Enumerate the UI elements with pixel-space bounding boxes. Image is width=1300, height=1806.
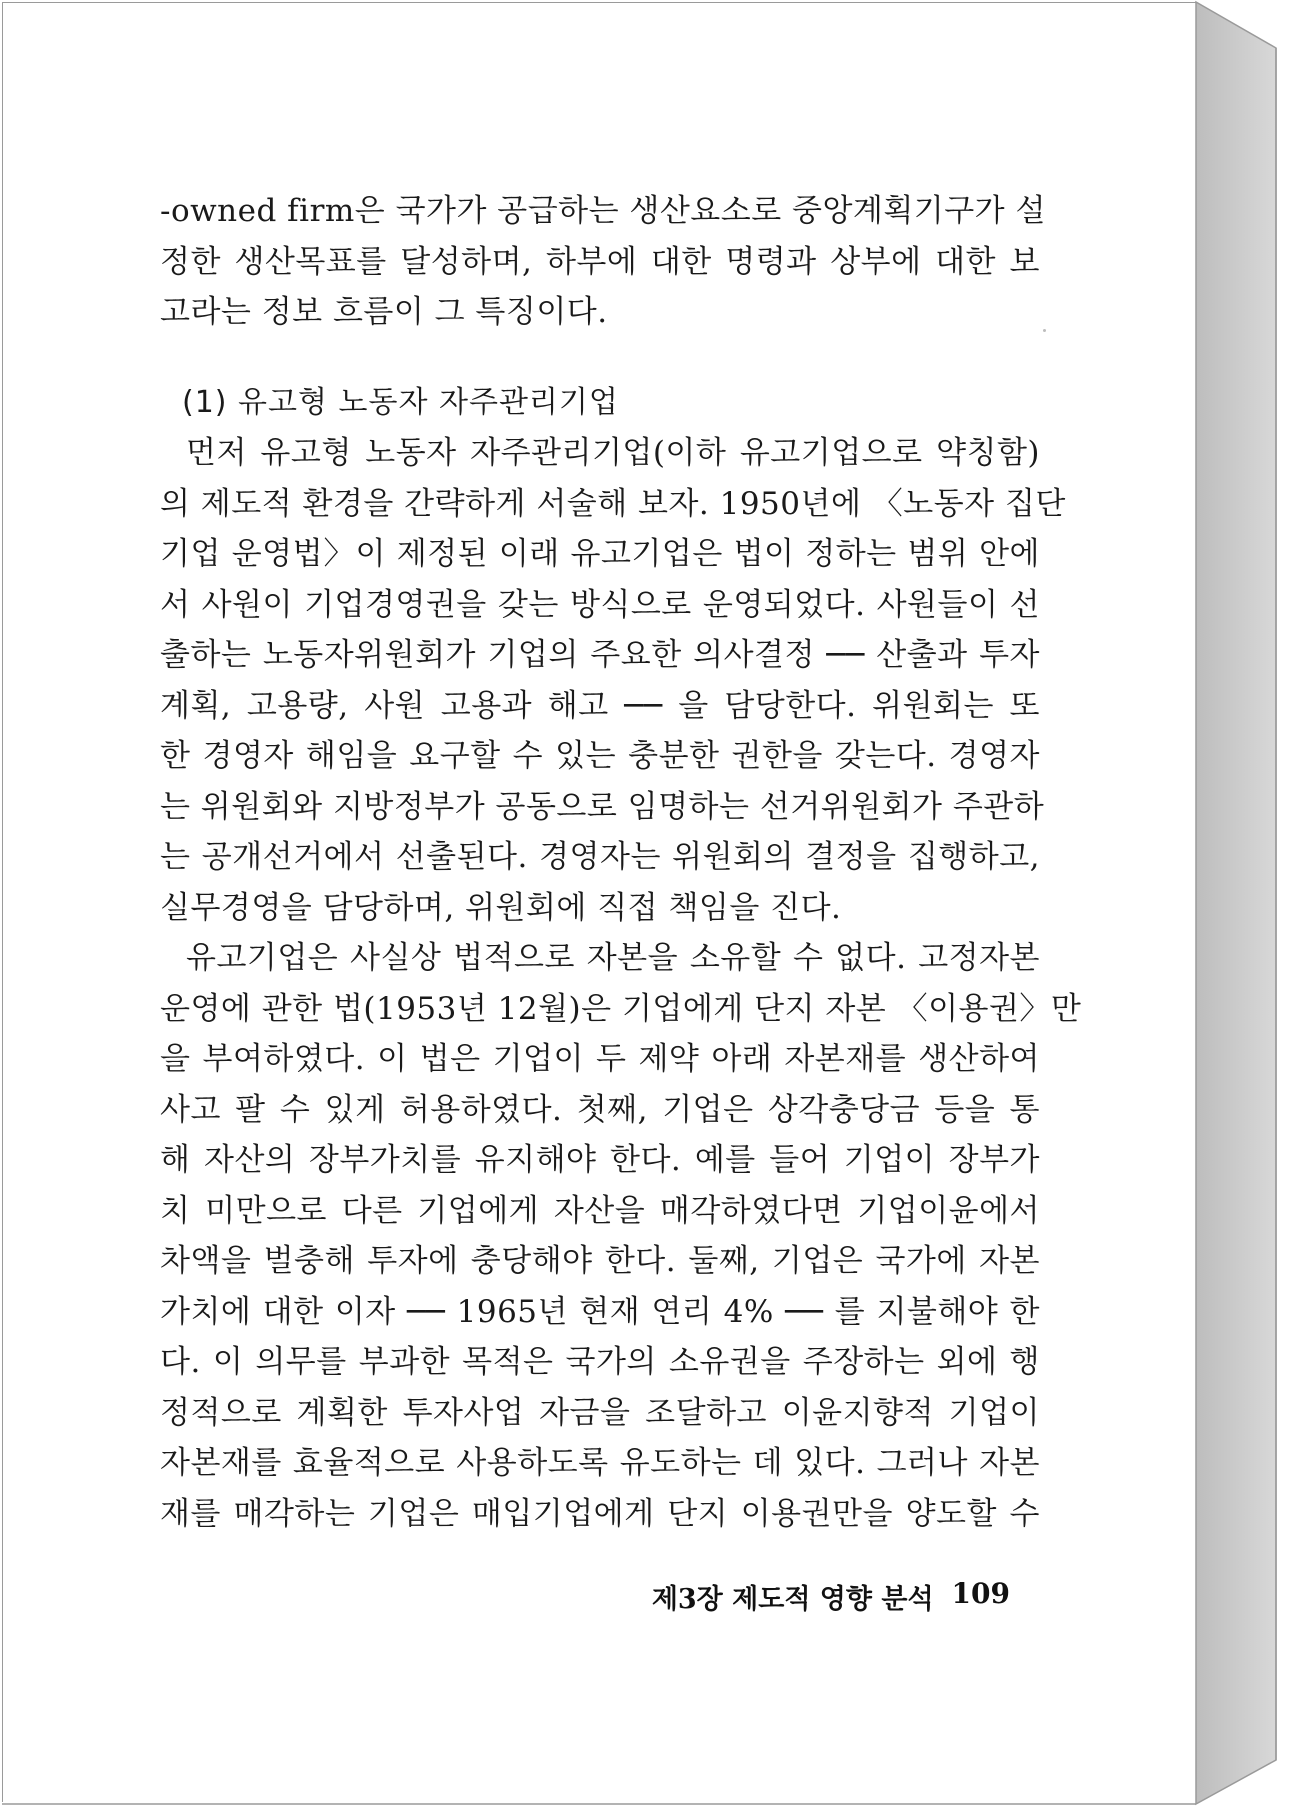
text-line: 다. 이 의무를 부과한 목적은 국가의 소유권을 주장하는 외에 행	[160, 1344, 1040, 1380]
text-line: 고라는 정보 흐름이 그 특징이다.	[160, 294, 608, 330]
text-line: 는 공개선거에서 선출된다. 경영자는 위원회의 결정을 집행하고,	[160, 839, 1040, 875]
text-line: 는 위원회와 지방정부가 공동으로 임명하는 선거위원회가 주관하	[160, 788, 1045, 825]
text-line: 유고기업은 사실상 법적으로 자본을 소유할 수 없다. 고정자본	[186, 940, 1040, 976]
text-line: 치 미만으로 다른 기업에게 자산을 매각하였다면 기업이윤에서	[160, 1192, 1040, 1229]
page-footer	[640, 1577, 1010, 1616]
text-line: 서 사원이 기업경영권을 갖는 방식으로 운영되었다. 사원들이 선	[160, 586, 1040, 623]
text-line: 자본재를 효율적으로 사용하도록 유도하는 데 있다. 그러나 자본	[160, 1445, 1040, 1481]
text-line: 차액을 벌충해 투자에 충당해야 한다. 둘째, 기업은 국가에 자본	[160, 1243, 1040, 1279]
text-line: 재를 매각하는 기업은 매입기업에게 단지 이용권만을 양도할 수	[160, 1495, 1040, 1532]
paragraph-1	[160, 428, 1066, 933]
text-line: 운영에 관한 법(1953년 12월)은 기업에게 단지 자본 〈이용권〉만	[160, 990, 1082, 1027]
text-line: 정한 생산목표를 달성하며, 하부에 대한 명령과 상부에 대한 보	[160, 243, 1040, 280]
text-line: 기업 운영법〉이 제정된 이래 유고기업은 법이 정하는 범위 안에	[160, 536, 1040, 572]
text-line: 계획, 고용량, 사원 고용과 해고 ── 을 담당한다. 위원회는 또	[160, 687, 1040, 724]
text-line: 정적으로 계획한 투자사업 자금을 조달하고 이윤지향적 기업이	[160, 1394, 1040, 1431]
text-line: 실무경영을 담당하며, 위원회에 직접 책임을 진다.	[160, 889, 842, 926]
text-line: 출하는 노동자위원회가 기업의 주요한 의사결정 ── 산출과 투자	[160, 637, 1040, 673]
continuation-paragraph	[160, 186, 1046, 338]
body-text	[160, 186, 1082, 1539]
text-line: 사고 팔 수 있게 허용하였다. 첫째, 기업은 상각충당금 등을 통	[160, 1091, 1040, 1128]
text-line: 해 자산의 장부가치를 유지해야 한다. 예를 들어 기업이 장부가	[160, 1142, 1040, 1178]
page-speck	[1043, 329, 1046, 332]
page-number: 109	[951, 1577, 1010, 1610]
running-chapter-title: 제3장 제도적 영향 분석	[651, 1584, 934, 1615]
text-line: 의 제도적 환경을 간략하게 서술해 보자. 1950년에 〈노동자 집단	[160, 485, 1066, 522]
paragraph-2	[160, 933, 1082, 1539]
text-line: -owned firm은 국가가 공급하는 생산요소로 중앙계획기구가 설	[160, 193, 1046, 229]
text-line: 을 부여하였다. 이 법은 기업이 두 제약 아래 자본재를 생산하여	[160, 1041, 1040, 1077]
section-heading: (1) 유고형 노동자 자주관리기업	[182, 384, 619, 420]
text-line: 한 경영자 해임을 요구할 수 있는 충분한 권한을 갖는다. 경영자	[160, 738, 1040, 774]
text-line: 먼저 유고형 노동자 자주관리기업(이하 유고기업으로 약칭함)	[186, 435, 1040, 471]
text-line: 가치에 대한 이자 ── 1965년 현재 연리 4% ── 를 지불해야 한	[160, 1293, 1040, 1330]
